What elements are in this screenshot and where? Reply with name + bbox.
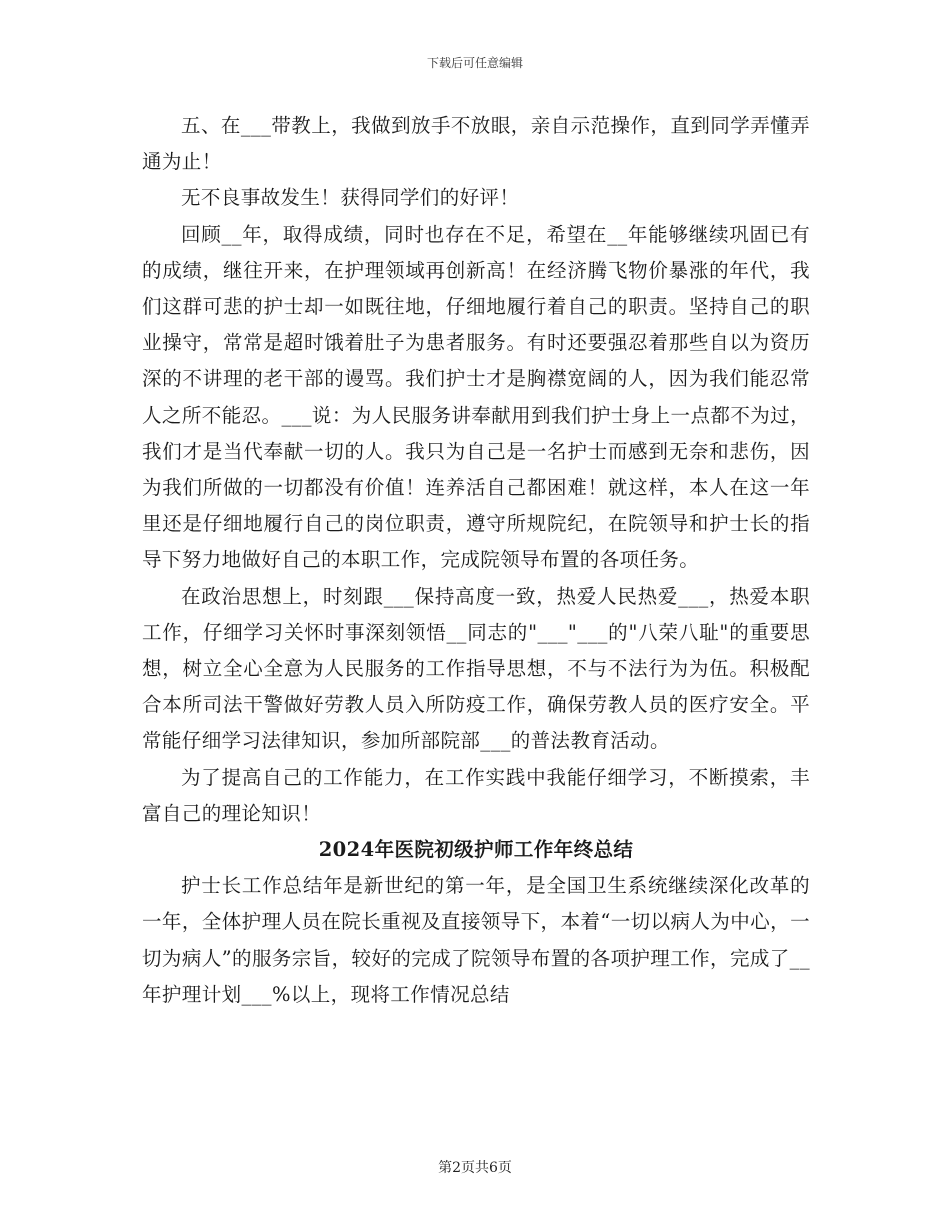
paragraph-improve-ability: 为了提高自己的工作能力，在工作实践中我能仔细学习，不断摸索，丰富自己的理论知识！ — [142, 765, 810, 825]
paragraph-no-accidents: 无不良事故发生！获得同学们的好评！ — [181, 186, 520, 210]
section-title: 2024年医院初级护师工作年终总结 — [318, 838, 634, 862]
paragraph-political-thought: 在政治思想上，时刻跟___保持高度一致，热爱人民热爱___，热爱本职工作，仔细学习关怀时事深刻领悟__同志的"___"___的"八荣八耻"的重要思想，树立全心全意为人民服务的工作指导思想，不与不法行为为伍。积极配合本所司法干警做好劳教人员入所防疫工作，确保劳教人员的医疗安全。平常能仔细学习法律知识，参加所部院部___的普法教育活动。 — [142, 584, 810, 753]
paragraph-teaching: 五、在___带教上，我做到放手不放眼，亲自示范操作，直到同学弄懂弄通为止！ — [142, 114, 810, 174]
paragraph-head-nurse-summary: 护士长工作总结年是新世纪的第一年，是全国卫生系统继续深化改革的一年，全体护理人员在院长重视及直接领导下，本着“一切以病人为中心，一切为病人”的服务宗旨，较好的完成了院领导布置的各项护理工作，完成了__年护理计划___%以上，现将工作情况总结 — [142, 874, 810, 1006]
page-header-note: 下载后可任意编辑 — [426, 56, 523, 70]
document-body — [142, 108, 810, 1013]
paragraph-review: 回顾__年，取得成绩，同时也存在不足，希望在__年能够继续巩固已有的成绩，继往开来，在护理领域再创新高！在经济腾飞物价暴涨的年代，我们这群可悲的护士却一如既往地，仔细地履行着自己的职责。坚持自己的职业操守，常常是超时饿着肚子为患者服务。有时还要强忍着那些自以为资历深的不讲理的老干部的谩骂。我们护士才是胸襟宽阔的人，因为我们能忍常人之所不能忍。___说：为人民服务讲奉献用到我们护士身上一点都不为过，我们才是当代奉献一切的人。我只为自己是一名护士而感到无奈和悲伤，因为我们所做的一切都没有价值！连养活自己都困难！就这样，本人在这一年里还是仔细地履行自己的岗位职责，遵守所规院纪，在院领导和护士长的指导下努力地做好自己的本职工作，完成院领导布置的各项任务。 — [142, 222, 810, 572]
page-number: 第2页共6页 — [438, 1160, 512, 1176]
